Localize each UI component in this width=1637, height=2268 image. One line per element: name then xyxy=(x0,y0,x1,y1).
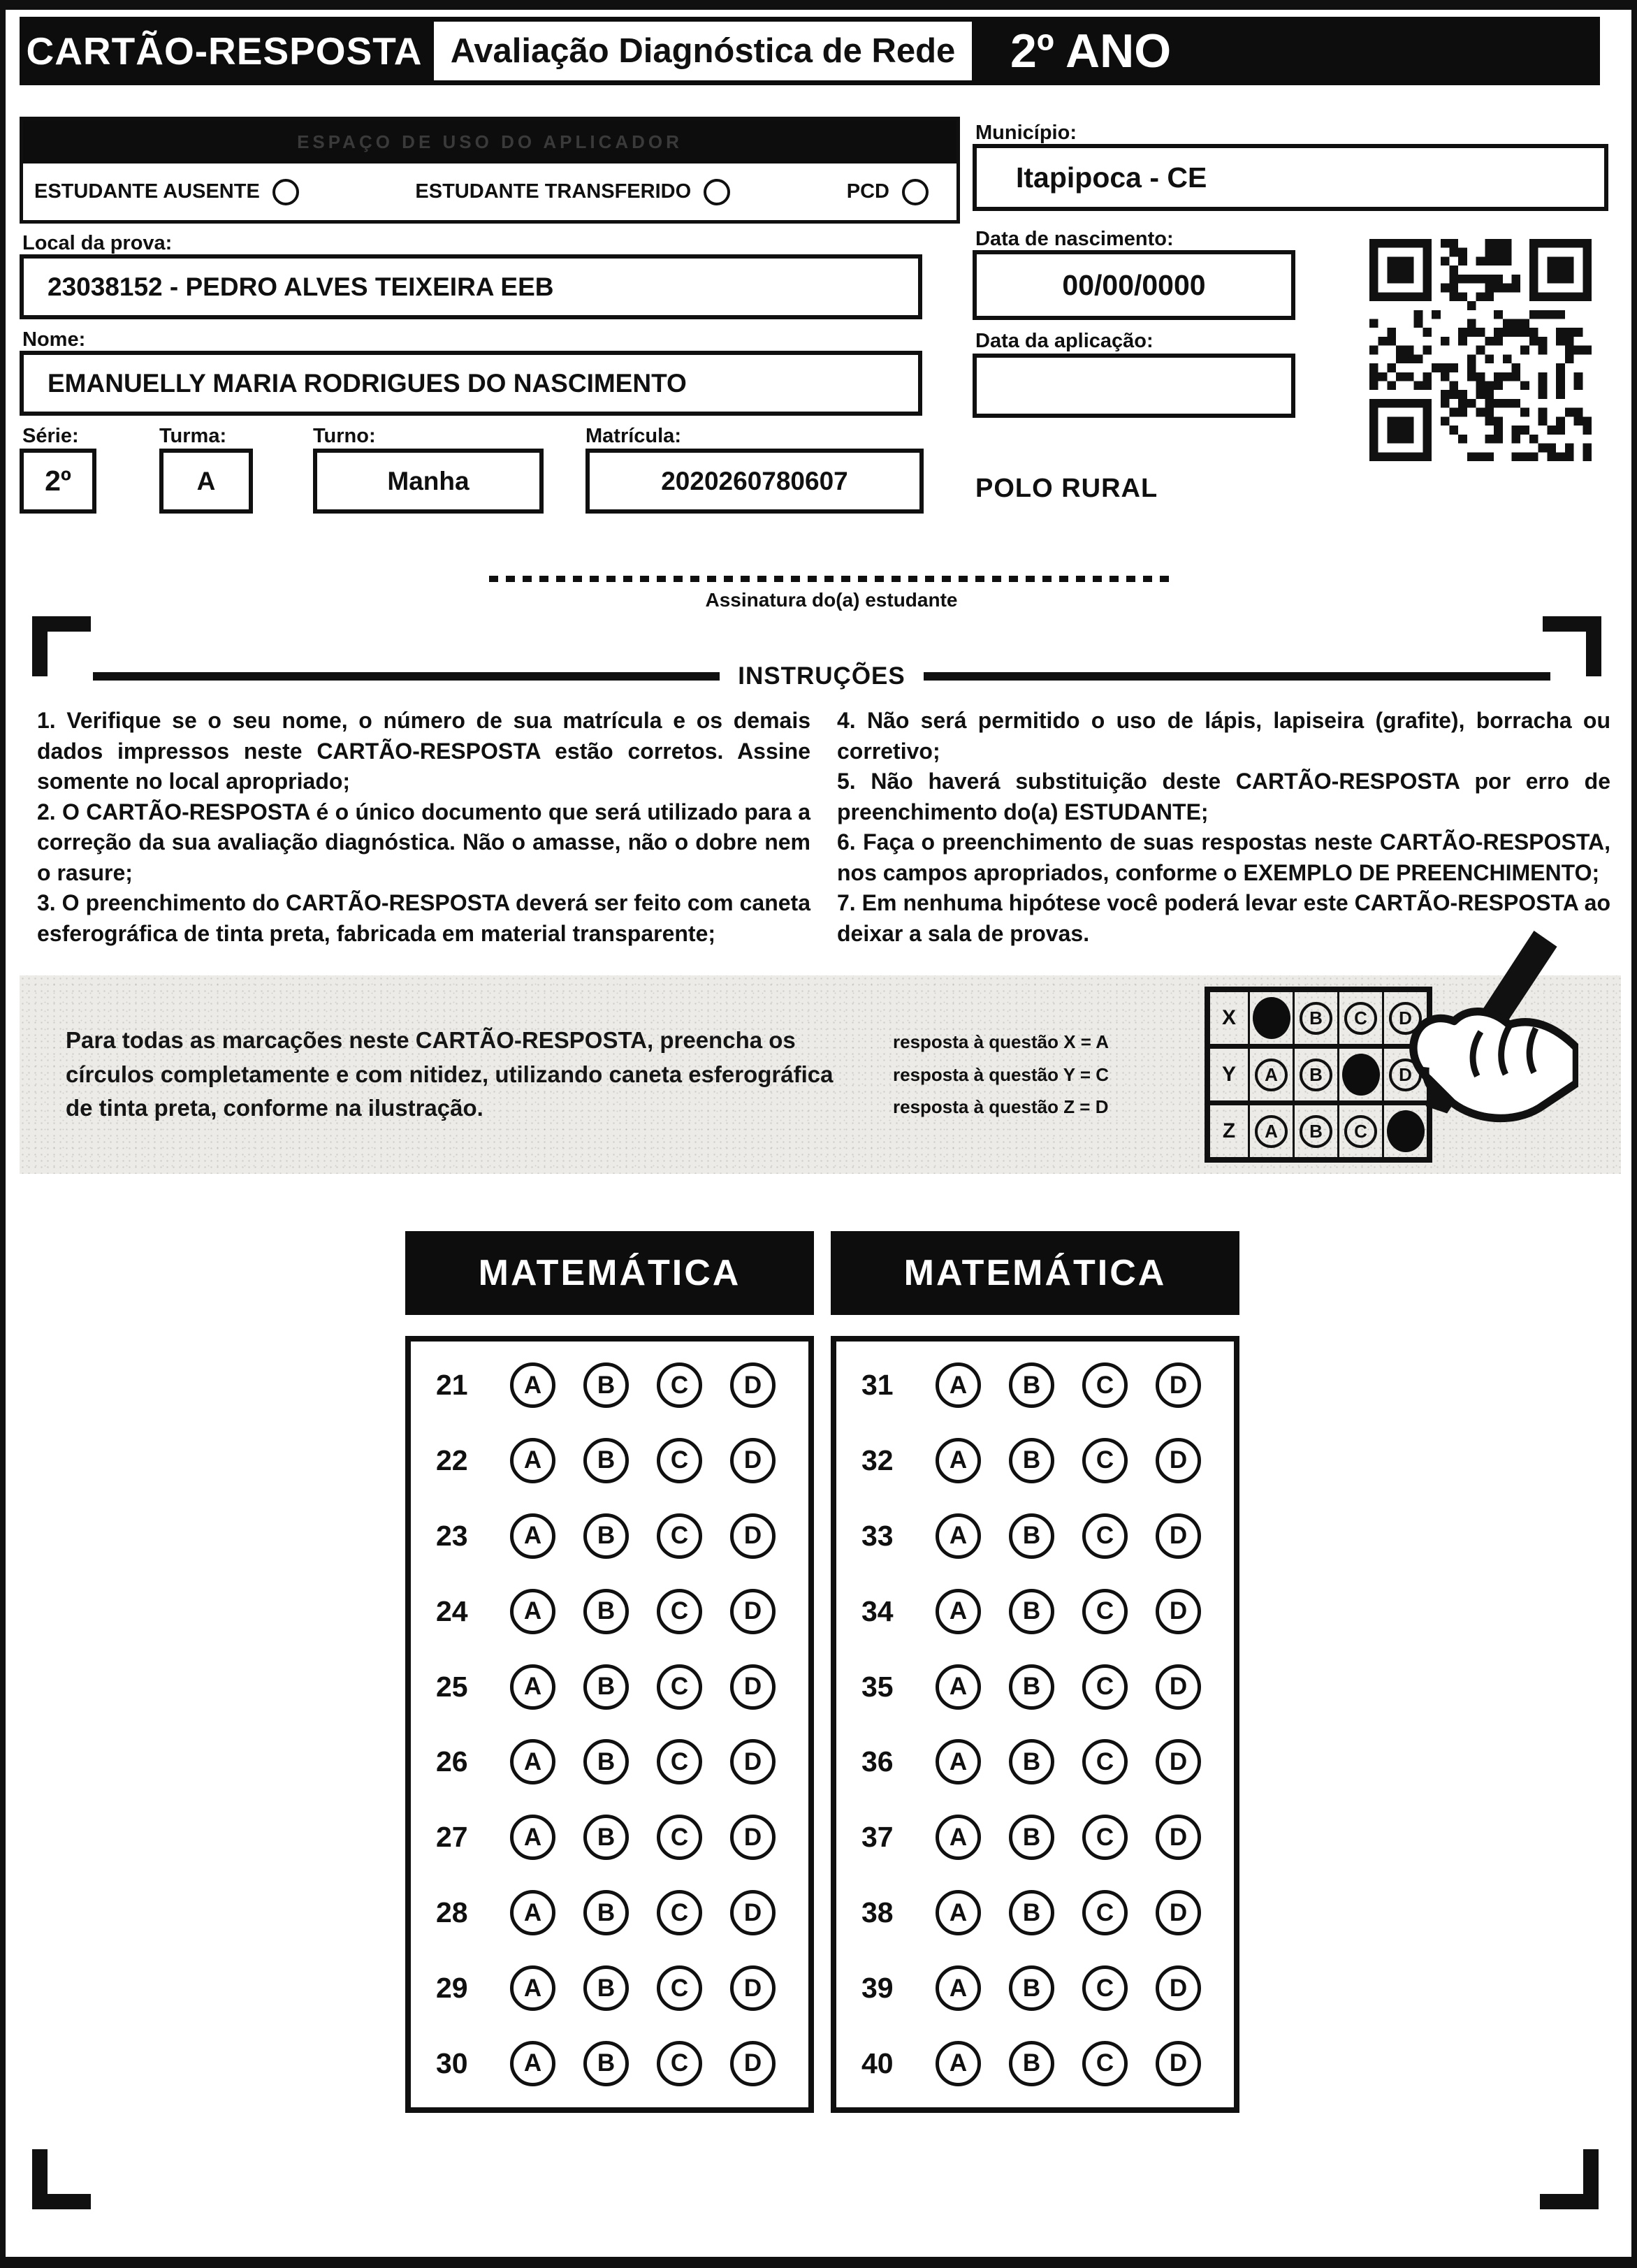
bubble-25-C[interactable]: C xyxy=(657,1664,702,1710)
corner-mark-top-right xyxy=(1543,616,1601,676)
nome-value: EMANUELLY MARIA RODRIGUES DO NASCIMENTO xyxy=(48,368,687,398)
bubble-25-D[interactable]: D xyxy=(730,1664,776,1710)
instructions-column-right xyxy=(837,706,1610,949)
matricula-field xyxy=(585,449,924,514)
local-value: 23038152 - PEDRO ALVES TEIXEIRA EEB xyxy=(48,272,554,301)
example-bubble-Z-D xyxy=(1382,1105,1427,1157)
example-grid xyxy=(1205,987,1432,1163)
example-bubble-Z-C xyxy=(1337,1105,1382,1157)
bubble-27-A[interactable]: A xyxy=(510,1815,555,1860)
bubble-39-C[interactable]: C xyxy=(1082,1965,1128,2011)
bubble-40-D[interactable]: D xyxy=(1156,2041,1201,2086)
bubble-35-A[interactable]: A xyxy=(936,1664,981,1710)
header xyxy=(20,17,1600,85)
question-number-35: 35 xyxy=(861,1670,894,1703)
local-field xyxy=(20,254,922,319)
question-row-25 xyxy=(436,1664,803,1710)
rule-right xyxy=(924,672,1550,681)
question-number-29: 29 xyxy=(436,1972,468,2004)
corner-mark-top-left xyxy=(32,616,91,676)
transferido-label: ESTUDANTE TRANSFERIDO xyxy=(415,180,692,203)
question-row-35 xyxy=(861,1664,1228,1710)
bubble-39-B[interactable]: B xyxy=(1009,1965,1054,2011)
bubble-21-B[interactable]: B xyxy=(583,1362,629,1408)
question-row-37 xyxy=(861,1815,1228,1860)
bubble-25-B[interactable]: B xyxy=(583,1664,629,1710)
question-number-30: 30 xyxy=(436,2047,468,2079)
nascimento-value: 00/00/0000 xyxy=(1062,268,1206,301)
turma-field xyxy=(159,449,253,514)
bubble-28-D[interactable]: D xyxy=(730,1890,776,1935)
question-number-34: 34 xyxy=(861,1594,894,1627)
question-row-26 xyxy=(436,1739,803,1784)
bubble-32-A[interactable]: A xyxy=(936,1438,981,1483)
example-bubble-Y-B xyxy=(1293,1049,1337,1100)
bubble-32-D[interactable]: D xyxy=(1156,1438,1201,1483)
corner-mark-bottom-right xyxy=(1540,2149,1599,2209)
empty-bubble-X-B: B xyxy=(1300,1002,1332,1035)
bubble-22-D[interactable]: D xyxy=(730,1438,776,1483)
page-title: CARTÃO-RESPOSTA xyxy=(20,17,429,85)
section-title: MATEMÁTICA xyxy=(831,1231,1239,1315)
instruction-item-5: 5. Não haverá substituição deste CARTÃO-RESPOSTA por erro de preenchimento do(a) ESTUDANTE; xyxy=(837,769,1610,824)
question-row-23 xyxy=(436,1513,803,1559)
bubble-21-D[interactable]: D xyxy=(730,1362,776,1408)
bubble-27-B[interactable]: B xyxy=(583,1815,629,1860)
example-bubble-X-A xyxy=(1248,992,1293,1044)
question-number-31: 31 xyxy=(861,1369,894,1401)
bubble-38-A[interactable]: A xyxy=(936,1890,981,1935)
bubble-23-A[interactable]: A xyxy=(510,1513,555,1559)
bubble-37-C[interactable]: C xyxy=(1082,1815,1128,1860)
question-row-30 xyxy=(436,2041,803,2086)
answer-grid-2 xyxy=(831,1336,1239,2113)
bubble-40-C[interactable]: C xyxy=(1082,2041,1128,2086)
serie-field xyxy=(20,449,96,514)
nascimento-label: Data de nascimento: xyxy=(975,228,1174,250)
turno-field xyxy=(313,449,544,514)
bubble-24-C[interactable]: C xyxy=(657,1589,702,1634)
bubble-26-D[interactable]: D xyxy=(730,1739,776,1784)
legend-line-z: resposta à questão Z = D xyxy=(893,1096,1109,1118)
question-row-33 xyxy=(861,1513,1228,1559)
bubble-30-B[interactable]: B xyxy=(583,2041,629,2086)
status-option-transferido xyxy=(415,179,730,205)
answer-sections xyxy=(405,1231,1239,2113)
applicator-bar-label: ESPAÇO DE USO DO APLICADOR xyxy=(23,120,956,163)
empty-bubble-Y-B: B xyxy=(1300,1059,1332,1091)
example-illustration xyxy=(1205,987,1432,1163)
bubble-35-D[interactable]: D xyxy=(1156,1664,1201,1710)
bubble-27-C[interactable]: C xyxy=(657,1815,702,1860)
rule-left xyxy=(93,672,720,681)
example-box xyxy=(20,975,1621,1174)
question-row-28 xyxy=(436,1890,803,1935)
qr-code xyxy=(1369,239,1592,465)
instructions-title: INSTRUÇÕES xyxy=(738,662,905,690)
bubble-33-C[interactable]: C xyxy=(1082,1513,1128,1559)
legend-line-x: resposta à questão X = A xyxy=(893,1031,1109,1052)
question-row-32 xyxy=(861,1438,1228,1483)
question-number-33: 33 xyxy=(861,1519,894,1552)
question-number-24: 24 xyxy=(436,1594,468,1627)
bubble-26-C[interactable]: C xyxy=(657,1739,702,1784)
example-row-label-Z: Z xyxy=(1222,1119,1236,1142)
example-legend xyxy=(893,1026,1172,1124)
bubble-33-D[interactable]: D xyxy=(1156,1513,1201,1559)
question-row-39 xyxy=(861,1965,1228,2011)
answer-section-2 xyxy=(831,1231,1239,2113)
applicator-box xyxy=(20,117,960,224)
bubble-39-D[interactable]: D xyxy=(1156,1965,1201,2011)
example-bubble-Y-D xyxy=(1382,1049,1427,1100)
question-row-31 xyxy=(861,1362,1228,1408)
transferido-bubble[interactable] xyxy=(704,179,730,205)
bubble-38-C[interactable]: C xyxy=(1082,1890,1128,1935)
question-row-27 xyxy=(436,1815,803,1860)
instructions-column-left xyxy=(37,706,810,949)
empty-bubble-Y-D: D xyxy=(1389,1059,1422,1091)
bubble-22-C[interactable]: C xyxy=(657,1438,702,1483)
question-row-34 xyxy=(861,1589,1228,1634)
example-bubble-Z-A xyxy=(1248,1105,1293,1157)
serie-label: Série: xyxy=(22,425,79,447)
instructions-header xyxy=(93,662,1550,690)
empty-bubble-Z-A: A xyxy=(1255,1115,1288,1148)
bubble-28-C[interactable]: C xyxy=(657,1890,702,1935)
example-bubble-Y-C xyxy=(1337,1049,1382,1100)
bubble-31-B[interactable]: B xyxy=(1009,1362,1054,1408)
bubble-22-B[interactable]: B xyxy=(583,1438,629,1483)
bubble-34-D[interactable]: D xyxy=(1156,1589,1201,1634)
bubble-24-A[interactable]: A xyxy=(510,1589,555,1634)
example-bubble-X-C xyxy=(1337,992,1382,1044)
bubble-31-C[interactable]: C xyxy=(1082,1362,1128,1408)
example-text: Para todas as marcações neste CARTÃO-RESPOSTA, preencha os círculos completamente e com nitidez, utilizando caneta esferográfica de tinta preta, conforme na ilustração. xyxy=(66,1026,834,1121)
instruction-item-1: 1. Verifique se o seu nome, o número de sua matrícula e os demais dados impressos neste CARTÃO-RESPOSTA estão corretos. Assine somente no local apropriado; xyxy=(37,708,810,794)
status-option-pcd xyxy=(847,179,929,205)
bubble-26-B[interactable]: B xyxy=(583,1739,629,1784)
bubble-40-B[interactable]: B xyxy=(1009,2041,1054,2086)
bubble-30-D[interactable]: D xyxy=(730,2041,776,2086)
question-number-39: 39 xyxy=(861,1972,894,2004)
instruction-item-3: 3. O preenchimento do CARTÃO-RESPOSTA deverá ser feito com caneta esferográfica de tinta preta, fabricada em material transparente; xyxy=(37,890,810,946)
question-number-22: 22 xyxy=(436,1444,468,1476)
bubble-38-D[interactable]: D xyxy=(1156,1890,1201,1935)
turma-label: Turma: xyxy=(159,425,227,447)
nome-label: Nome: xyxy=(22,328,86,351)
filled-mark-Y xyxy=(1342,1054,1380,1096)
empty-bubble-X-D: D xyxy=(1389,1002,1422,1035)
question-number-25: 25 xyxy=(436,1670,468,1703)
question-row-29 xyxy=(436,1965,803,2011)
bubble-36-A[interactable]: A xyxy=(936,1739,981,1784)
bubble-30-C[interactable]: C xyxy=(657,2041,702,2086)
bubble-24-B[interactable]: B xyxy=(583,1589,629,1634)
status-option-ausente xyxy=(34,179,299,205)
bubble-26-A[interactable]: A xyxy=(510,1739,555,1784)
bubble-25-A[interactable]: A xyxy=(510,1664,555,1710)
nascimento-field xyxy=(973,250,1295,320)
bubble-27-D[interactable]: D xyxy=(730,1815,776,1860)
bubble-21-A[interactable]: A xyxy=(510,1362,555,1408)
bubble-32-C[interactable]: C xyxy=(1082,1438,1128,1483)
question-number-23: 23 xyxy=(436,1519,468,1552)
ausente-label: ESTUDANTE AUSENTE xyxy=(34,180,260,203)
bubble-37-D[interactable]: D xyxy=(1156,1815,1201,1860)
question-row-36 xyxy=(861,1739,1228,1784)
signature-line[interactable] xyxy=(489,576,1174,582)
instructions-body xyxy=(37,706,1610,949)
bubble-23-B[interactable]: B xyxy=(583,1513,629,1559)
bubble-36-C[interactable]: C xyxy=(1082,1739,1128,1784)
legend-line-y: resposta à questão Y = C xyxy=(893,1063,1109,1085)
bubble-21-C[interactable]: C xyxy=(657,1362,702,1408)
example-row-Y xyxy=(1210,1044,1427,1100)
bubble-39-A[interactable]: A xyxy=(936,1965,981,2011)
example-row-label-Y: Y xyxy=(1221,1063,1236,1086)
bubble-34-A[interactable]: A xyxy=(936,1589,981,1634)
corner-mark-bottom-left xyxy=(32,2149,91,2209)
bubble-22-A[interactable]: A xyxy=(510,1438,555,1483)
answer-section-1 xyxy=(405,1231,814,2113)
turno-value: Manha xyxy=(387,466,470,495)
bubble-37-B[interactable]: B xyxy=(1009,1815,1054,1860)
bubble-35-C[interactable]: C xyxy=(1082,1664,1128,1710)
example-row-Z xyxy=(1210,1100,1427,1157)
question-number-27: 27 xyxy=(436,1821,468,1854)
question-row-21 xyxy=(436,1362,803,1408)
question-number-37: 37 xyxy=(861,1821,894,1854)
status-options-row xyxy=(23,163,956,220)
bubble-28-A[interactable]: A xyxy=(510,1890,555,1935)
municipio-label: Município: xyxy=(975,122,1077,144)
bubble-24-D[interactable]: D xyxy=(730,1589,776,1634)
filled-mark-Z xyxy=(1387,1110,1425,1152)
example-row-X xyxy=(1210,992,1427,1044)
pcd-bubble[interactable] xyxy=(902,179,929,205)
bubble-29-C[interactable]: C xyxy=(657,1965,702,2011)
bubble-33-B[interactable]: B xyxy=(1009,1513,1054,1559)
instruction-item-4: 4. Não será permitido o uso de lápis, lapiseira (grafite), borracha ou corretivo; xyxy=(837,708,1610,764)
bubble-28-B[interactable]: B xyxy=(583,1890,629,1935)
question-number-32: 32 xyxy=(861,1444,894,1476)
bubble-23-C[interactable]: C xyxy=(657,1513,702,1559)
empty-bubble-Y-A: A xyxy=(1255,1059,1288,1091)
filled-mark-X xyxy=(1253,997,1290,1039)
bubble-30-A[interactable]: A xyxy=(510,2041,555,2086)
ausente-bubble[interactable] xyxy=(272,179,299,205)
matricula-label: Matrícula: xyxy=(585,425,681,447)
local-label: Local da prova: xyxy=(22,232,173,254)
answer-grid-1 xyxy=(405,1336,814,2113)
bubble-34-B[interactable]: B xyxy=(1009,1589,1054,1634)
bubble-31-A[interactable]: A xyxy=(936,1362,981,1408)
bubble-40-A[interactable]: A xyxy=(936,2041,981,2086)
municipio-field xyxy=(973,144,1608,211)
bubble-32-B[interactable]: B xyxy=(1009,1438,1054,1483)
instruction-item-2: 2. O CARTÃO-RESPOSTA é o único documento que será utilizado para a correção da sua avaliação diagnóstica. Não o amasse, não o dobre nem o rasure; xyxy=(37,799,810,885)
question-number-36: 36 xyxy=(861,1745,894,1778)
bubble-29-B[interactable]: B xyxy=(583,1965,629,2011)
question-number-40: 40 xyxy=(861,2047,894,2079)
example-bubble-X-B xyxy=(1293,992,1337,1044)
municipio-value: Itapipoca - CE xyxy=(1016,161,1207,194)
example-row-label-X: X xyxy=(1221,1006,1236,1029)
aplicacao-label: Data da aplicação: xyxy=(975,330,1154,352)
empty-bubble-X-C: C xyxy=(1344,1002,1377,1035)
bubble-29-A[interactable]: A xyxy=(510,1965,555,2011)
bubble-36-D[interactable]: D xyxy=(1156,1739,1201,1784)
polo-label: POLO RURAL xyxy=(975,474,1158,503)
bubble-37-A[interactable]: A xyxy=(936,1815,981,1860)
question-number-38: 38 xyxy=(861,1896,894,1929)
instruction-item-7: 7. Em nenhuma hipótese você poderá levar este CARTÃO-RESPOSTA ao deixar a sala de provas. xyxy=(837,890,1610,946)
bubble-38-B[interactable]: B xyxy=(1009,1890,1054,1935)
pcd-label: PCD xyxy=(846,180,889,203)
turno-label: Turno: xyxy=(313,425,376,447)
aplicacao-field[interactable] xyxy=(973,354,1295,418)
question-row-40 xyxy=(861,2041,1228,2086)
empty-bubble-Z-C: C xyxy=(1344,1115,1377,1148)
question-number-28: 28 xyxy=(436,1896,468,1929)
signature-label: Assinatura do(a) estudante xyxy=(705,589,958,611)
question-number-26: 26 xyxy=(436,1745,468,1778)
signature-area xyxy=(489,576,1174,611)
matricula-value: 2020260780607 xyxy=(661,466,848,495)
question-row-24 xyxy=(436,1589,803,1634)
question-row-22 xyxy=(436,1438,803,1483)
example-bubble-X-D xyxy=(1382,992,1427,1044)
empty-bubble-Z-B: B xyxy=(1300,1115,1332,1148)
bubble-31-D[interactable]: D xyxy=(1156,1362,1201,1408)
bubble-33-A[interactable]: A xyxy=(936,1513,981,1559)
bubble-35-B[interactable]: B xyxy=(1009,1664,1054,1710)
example-bubble-Y-A xyxy=(1248,1049,1293,1100)
bubble-29-D[interactable]: D xyxy=(730,1965,776,2011)
instruction-item-6: 6. Faça o preenchimento de suas respostas neste CARTÃO-RESPOSTA, nos campos apropriados, conforme o EXEMPLO DE PREENCHIMENTO; xyxy=(837,829,1610,885)
example-bubble-Z-B xyxy=(1293,1105,1337,1157)
bubble-36-B[interactable]: B xyxy=(1009,1739,1054,1784)
grade-label: 2º ANO xyxy=(977,17,1600,85)
section-title: MATEMÁTICA xyxy=(405,1231,814,1315)
turma-value: A xyxy=(196,466,216,495)
bubble-23-D[interactable]: D xyxy=(730,1513,776,1559)
question-row-38 xyxy=(861,1890,1228,1935)
question-number-21: 21 xyxy=(436,1369,468,1401)
nome-field xyxy=(20,351,922,416)
bubble-34-C[interactable]: C xyxy=(1082,1589,1128,1634)
serie-value: 2º xyxy=(45,465,71,497)
assessment-subtitle: Avaliação Diagnóstica de Rede xyxy=(429,17,977,85)
